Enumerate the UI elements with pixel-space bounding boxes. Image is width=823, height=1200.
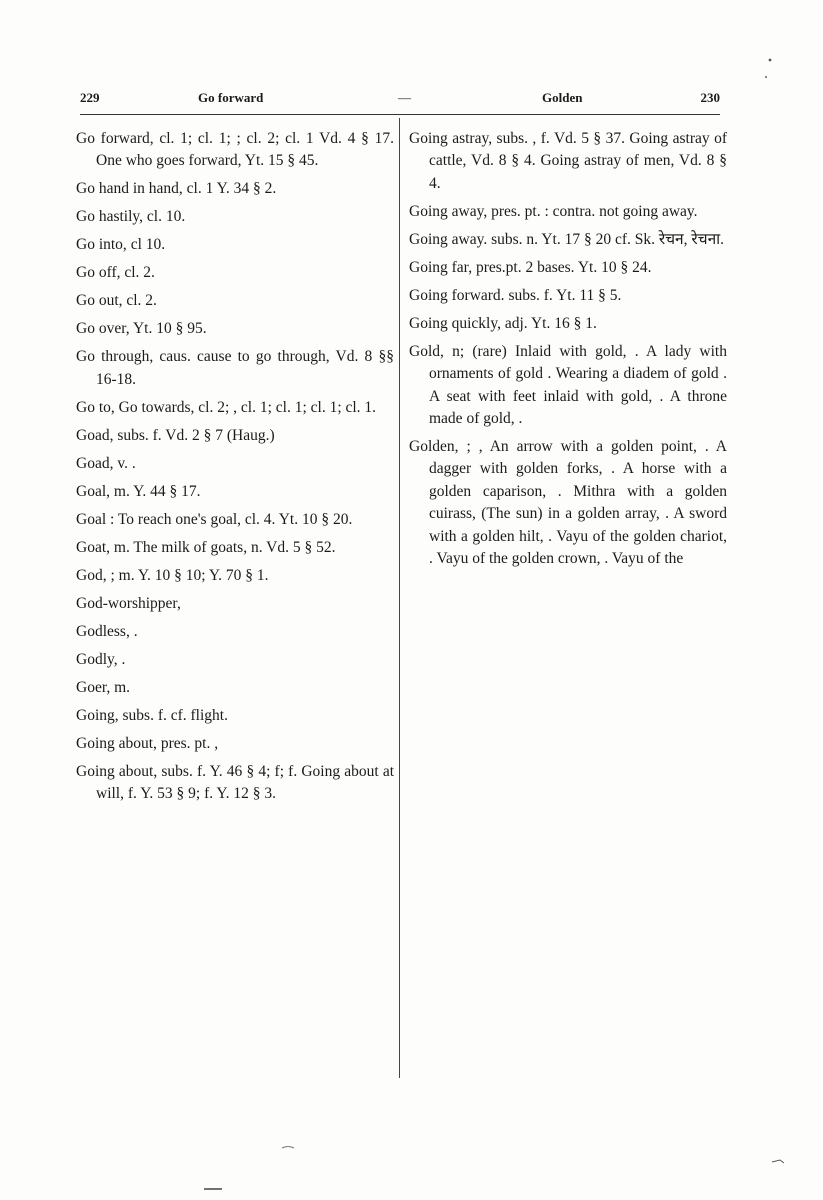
header-title-right: Golden [542, 90, 583, 105]
entry-term: Go out, [76, 292, 123, 310]
entry-body: cl. 1; cl. 1; ; cl. 2; cl. 1 Vd. 4 § 17. One who goes forward, Yt. 15 § 45. [96, 130, 394, 170]
entry-term: Goat, [76, 538, 111, 556]
entry-body: subs. f. cf. flight. [122, 706, 228, 724]
entry-body: subs. f. Vd. 2 § 7 (Haug.) [117, 426, 275, 444]
entry-body: ; , An arrow with a golden point, . A dagger with golden forks, . A horse with a golden caparison, . Mithra with a golden cuirass, (The sun) in a golden array, . A sword with a golden hilt, . Vayu of the golden chariot, . Vayu of the golden crown, . Vayu of the [429, 438, 727, 568]
entry-body: cl. 2; , cl. 1; cl. 1; cl. 1; cl. 1. [198, 398, 377, 416]
entry-term: Go through, [76, 348, 154, 366]
entry-term: Go over, [76, 320, 130, 338]
entry-body: adj. Yt. 16 § 1. [504, 314, 597, 332]
entry-body: pres. pt. , [160, 734, 219, 752]
entry-term: Go hand in hand, [76, 180, 183, 198]
entry-term: God-worshipper, [76, 594, 181, 612]
entry-term: Going astray, [409, 130, 493, 147]
entry-body: cl. 1 Y. 34 § 2. [186, 180, 277, 198]
entry-body: subs. n. Yt. 17 § 20 cf. Sk. रेचन, रेचना. [491, 230, 725, 248]
entry-term: Golden, [409, 438, 459, 456]
entry-body: cl. 10. [146, 208, 186, 226]
entry-body: Yt. 10 § 95. [132, 320, 207, 338]
entry-term: Godly, [76, 650, 118, 668]
entry-body: caus. cause to go through, Vd. 8 §§ 16-18. [96, 348, 394, 388]
entry-term: Going about, [76, 734, 157, 752]
entry-term: Go into, [76, 236, 127, 254]
entry-body: cl. 2. [124, 264, 155, 282]
entry-term: Going about, [76, 762, 158, 780]
entry-body: m. Y. 44 § 17. [113, 482, 201, 500]
entry-body: . [121, 650, 126, 668]
entry-body: cl 10. [130, 236, 166, 254]
entry-body: m. The milk of goats, n. Vd. 5 § 52. [113, 538, 336, 556]
entry-term: Go forward, [76, 130, 154, 147]
entry-term: Going far, [409, 258, 473, 276]
header-title-left: Go forward [198, 90, 264, 105]
entry-term: Goer, [76, 678, 111, 696]
entry-body: v. . [117, 454, 136, 472]
page-number-left: 229 [80, 90, 100, 105]
entry-term: Going forward. [409, 286, 505, 304]
entry-body: subs. f. Yt. 11 § 5. [508, 286, 622, 304]
entry-term: Go off, [76, 264, 121, 282]
entry-term: Going, [76, 706, 119, 724]
entry-term: Go to, Go towards, [76, 398, 195, 416]
entry-term: Go hastily, [76, 208, 144, 226]
entry-body: pres.pt. 2 bases. Yt. 10 § 24. [475, 258, 652, 276]
entry-term: Goad, [76, 426, 114, 444]
entry-term: Goad, [76, 454, 114, 472]
entry-body: pres. pt. : contra. not going away. [491, 202, 698, 220]
entry-term: Going quickly, [409, 314, 501, 332]
entry-body: ; m. Y. 10 § 10; Y. 70 § 1. [110, 566, 269, 584]
header-dash: — [398, 90, 411, 105]
page-number-right: 230 [700, 90, 720, 105]
entry-term: God, [76, 566, 107, 584]
entry-term: Godless, [76, 622, 130, 640]
entry-body: cl. 2. [126, 292, 157, 310]
entry-term: Goal : [76, 510, 115, 528]
entry-term: Going away. [409, 230, 488, 248]
entry-body: n; (rare) Inlaid with gold, . A lady with ornaments of gold . Wearing a diadem of gold . A seat with feet inlaid with gold, . A throne made of gold, . [429, 342, 727, 428]
entry-term: Going away, [409, 202, 488, 220]
entry-term: Goal, [76, 482, 111, 500]
entry-body: m. [114, 678, 131, 696]
entry-body: To reach one's goal, cl. 4. Yt. 10 § 20. [117, 510, 353, 528]
entry-body: . [133, 622, 138, 640]
entry-body: subs. , f. Vd. 5 § 37. Going astray of cattle, Vd. 8 § 4. Going astray of men, Vd. 8 § 4. [429, 130, 727, 192]
entry-term: Gold, [409, 342, 444, 360]
entry-body: subs. f. Y. 46 § 4; f; f. Going about at will, f. Y. 53 § 9; f. Y. 12 § 3. [96, 762, 395, 803]
